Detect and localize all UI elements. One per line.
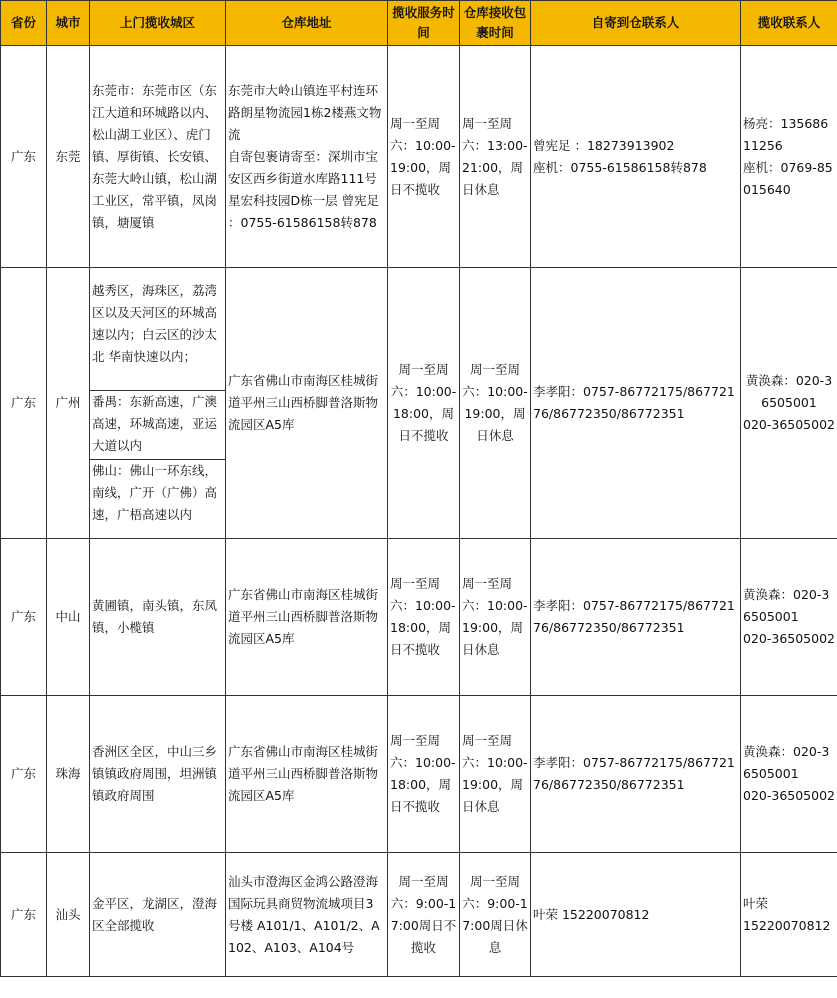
- cell-self-contact: 李孝阳：0757-86772175/86772176/86772350/86772351: [531, 696, 741, 853]
- cell-city: 东莞: [47, 46, 90, 268]
- cell-receive-time: 周一至周六：9:00-17:00周日休息: [460, 853, 531, 977]
- header-pickup-contact: 揽收联系人: [741, 1, 837, 46]
- cell-self-contact: 李孝阳：0757-86772175/86772176/86772350/86772351: [531, 539, 741, 696]
- cell-city: 汕头: [47, 853, 90, 977]
- cell-receive-time: 周一至周六：10:00-19:00，周日休息: [460, 539, 531, 696]
- cell-province: 广东: [1, 539, 47, 696]
- cell-receive-time: 周一至周六：10:00-19:00，周日休息: [460, 696, 531, 853]
- table-row: [1, 853, 837, 977]
- cell-province: 广东: [1, 268, 47, 539]
- header-city: 城市: [47, 1, 90, 46]
- cell-pickup-contact: 黄涣森：020-36505001 020-36505002: [741, 268, 837, 539]
- header-self-contact: 自寄到仓联系人: [531, 1, 741, 46]
- cell-address: 东莞市大岭山镇连平村连环路朗星物流园1栋2楼燕文物 流 自寄包裹请寄至：深圳市宝安区西乡街道水库路111号星宏科技园D栋一层 曾宪足 ：0755-61586158转878: [226, 46, 388, 268]
- cell-city: 珠海: [47, 696, 90, 853]
- cell-pickup-time: 周一至周六：9:00-17:00周日不揽收: [388, 853, 460, 977]
- cell-area-group: [90, 268, 226, 539]
- area-subcell: 番禺：东新高速，广澳高速，环城高速，亚运大道以内: [90, 391, 225, 460]
- cell-area: 黄圃镇，南头镇，东凤镇，小榄镇: [90, 539, 226, 696]
- cell-pickup-time: 周一至周六：10:00-19:00，周日不揽收: [388, 46, 460, 268]
- area-subcell: 越秀区，海珠区，荔湾区以及天河区的环城高速以内；白云区的沙太北 华南快速以内；: [90, 280, 225, 391]
- cell-province: 广东: [1, 853, 47, 977]
- cell-address: 广东省佛山市南海区桂城街道平州三山西桥脚普洛斯物流园区A5库: [226, 268, 388, 539]
- cell-city: 广州: [47, 268, 90, 539]
- header-area: 上门揽收城区: [90, 1, 226, 46]
- cell-area: 香洲区全区，中山三乡镇镇政府周围，坦洲镇镇政府周围: [90, 696, 226, 853]
- cell-receive-time: 周一至周六：10:00-19:00，周日休息: [460, 268, 531, 539]
- table-row: [1, 46, 837, 268]
- cell-pickup-time: 周一至周六：10:00-18:00，周日不揽收: [388, 696, 460, 853]
- table-row: [1, 539, 837, 696]
- cell-address: 汕头市澄海区金鸿公路澄海国际玩具商贸物流城项目3号楼 A101/1、A101/2、A102、A103、A104号: [226, 853, 388, 977]
- header-pickup-time: 揽收服务时间: [388, 1, 460, 46]
- header-province: 省份: [1, 1, 47, 46]
- cell-pickup-time: 周一至周六：10:00-18:00，周日不揽收: [388, 268, 460, 539]
- cell-self-contact: 李孝阳：0757-86772175/86772176/86772350/86772351: [531, 268, 741, 539]
- cell-pickup-time: 周一至周六：10:00-18:00，周日不揽收: [388, 539, 460, 696]
- area-subcell: 佛山：佛山一环东线，南线，广开（广佛）高速，广梧高速以内: [92, 463, 218, 522]
- cell-self-contact: 叶荣 15220070812: [531, 853, 741, 977]
- cell-address: 广东省佛山市南海区桂城街道平州三山西桥脚普洛斯物流园区A5库: [226, 539, 388, 696]
- cell-pickup-contact: 黄涣森：020-36505001 020-36505002: [741, 539, 837, 696]
- header-address: 仓库地址: [226, 1, 388, 46]
- header-receive-time: 仓库接收包裹时间: [460, 1, 531, 46]
- cell-pickup-contact: 杨亮：13568611256 座机：0769-85015640: [741, 46, 837, 268]
- cell-address: 广东省佛山市南海区桂城街道平州三山西桥脚普洛斯物流园区A5库: [226, 696, 388, 853]
- cell-self-contact: 曾宪足 ：18273913902 座机：0755-61586158转878: [531, 46, 741, 268]
- cell-area: 金平区，龙湖区，澄海区全部揽收: [90, 853, 226, 977]
- cell-province: 广东: [1, 696, 47, 853]
- cell-province: 广东: [1, 46, 47, 268]
- cell-pickup-contact: 黄涣森：020-36505001 020-36505002: [741, 696, 837, 853]
- cell-area: 东莞市：东莞市区（东江大道和环城路以内、松山湖工业区）、虎门镇、厚街镇、长安镇、东莞大岭山镇，松山湖工业区，常平镇，凤岗镇，塘厦镇: [90, 46, 226, 268]
- header-row: [1, 1, 837, 46]
- cell-receive-time: 周一至周六：13:00-21:00，周日休息: [460, 46, 531, 268]
- table-row: [1, 696, 837, 853]
- cell-pickup-contact: 叶荣 15220070812: [741, 853, 837, 977]
- cell-city: 中山: [47, 539, 90, 696]
- table-row: [1, 268, 837, 539]
